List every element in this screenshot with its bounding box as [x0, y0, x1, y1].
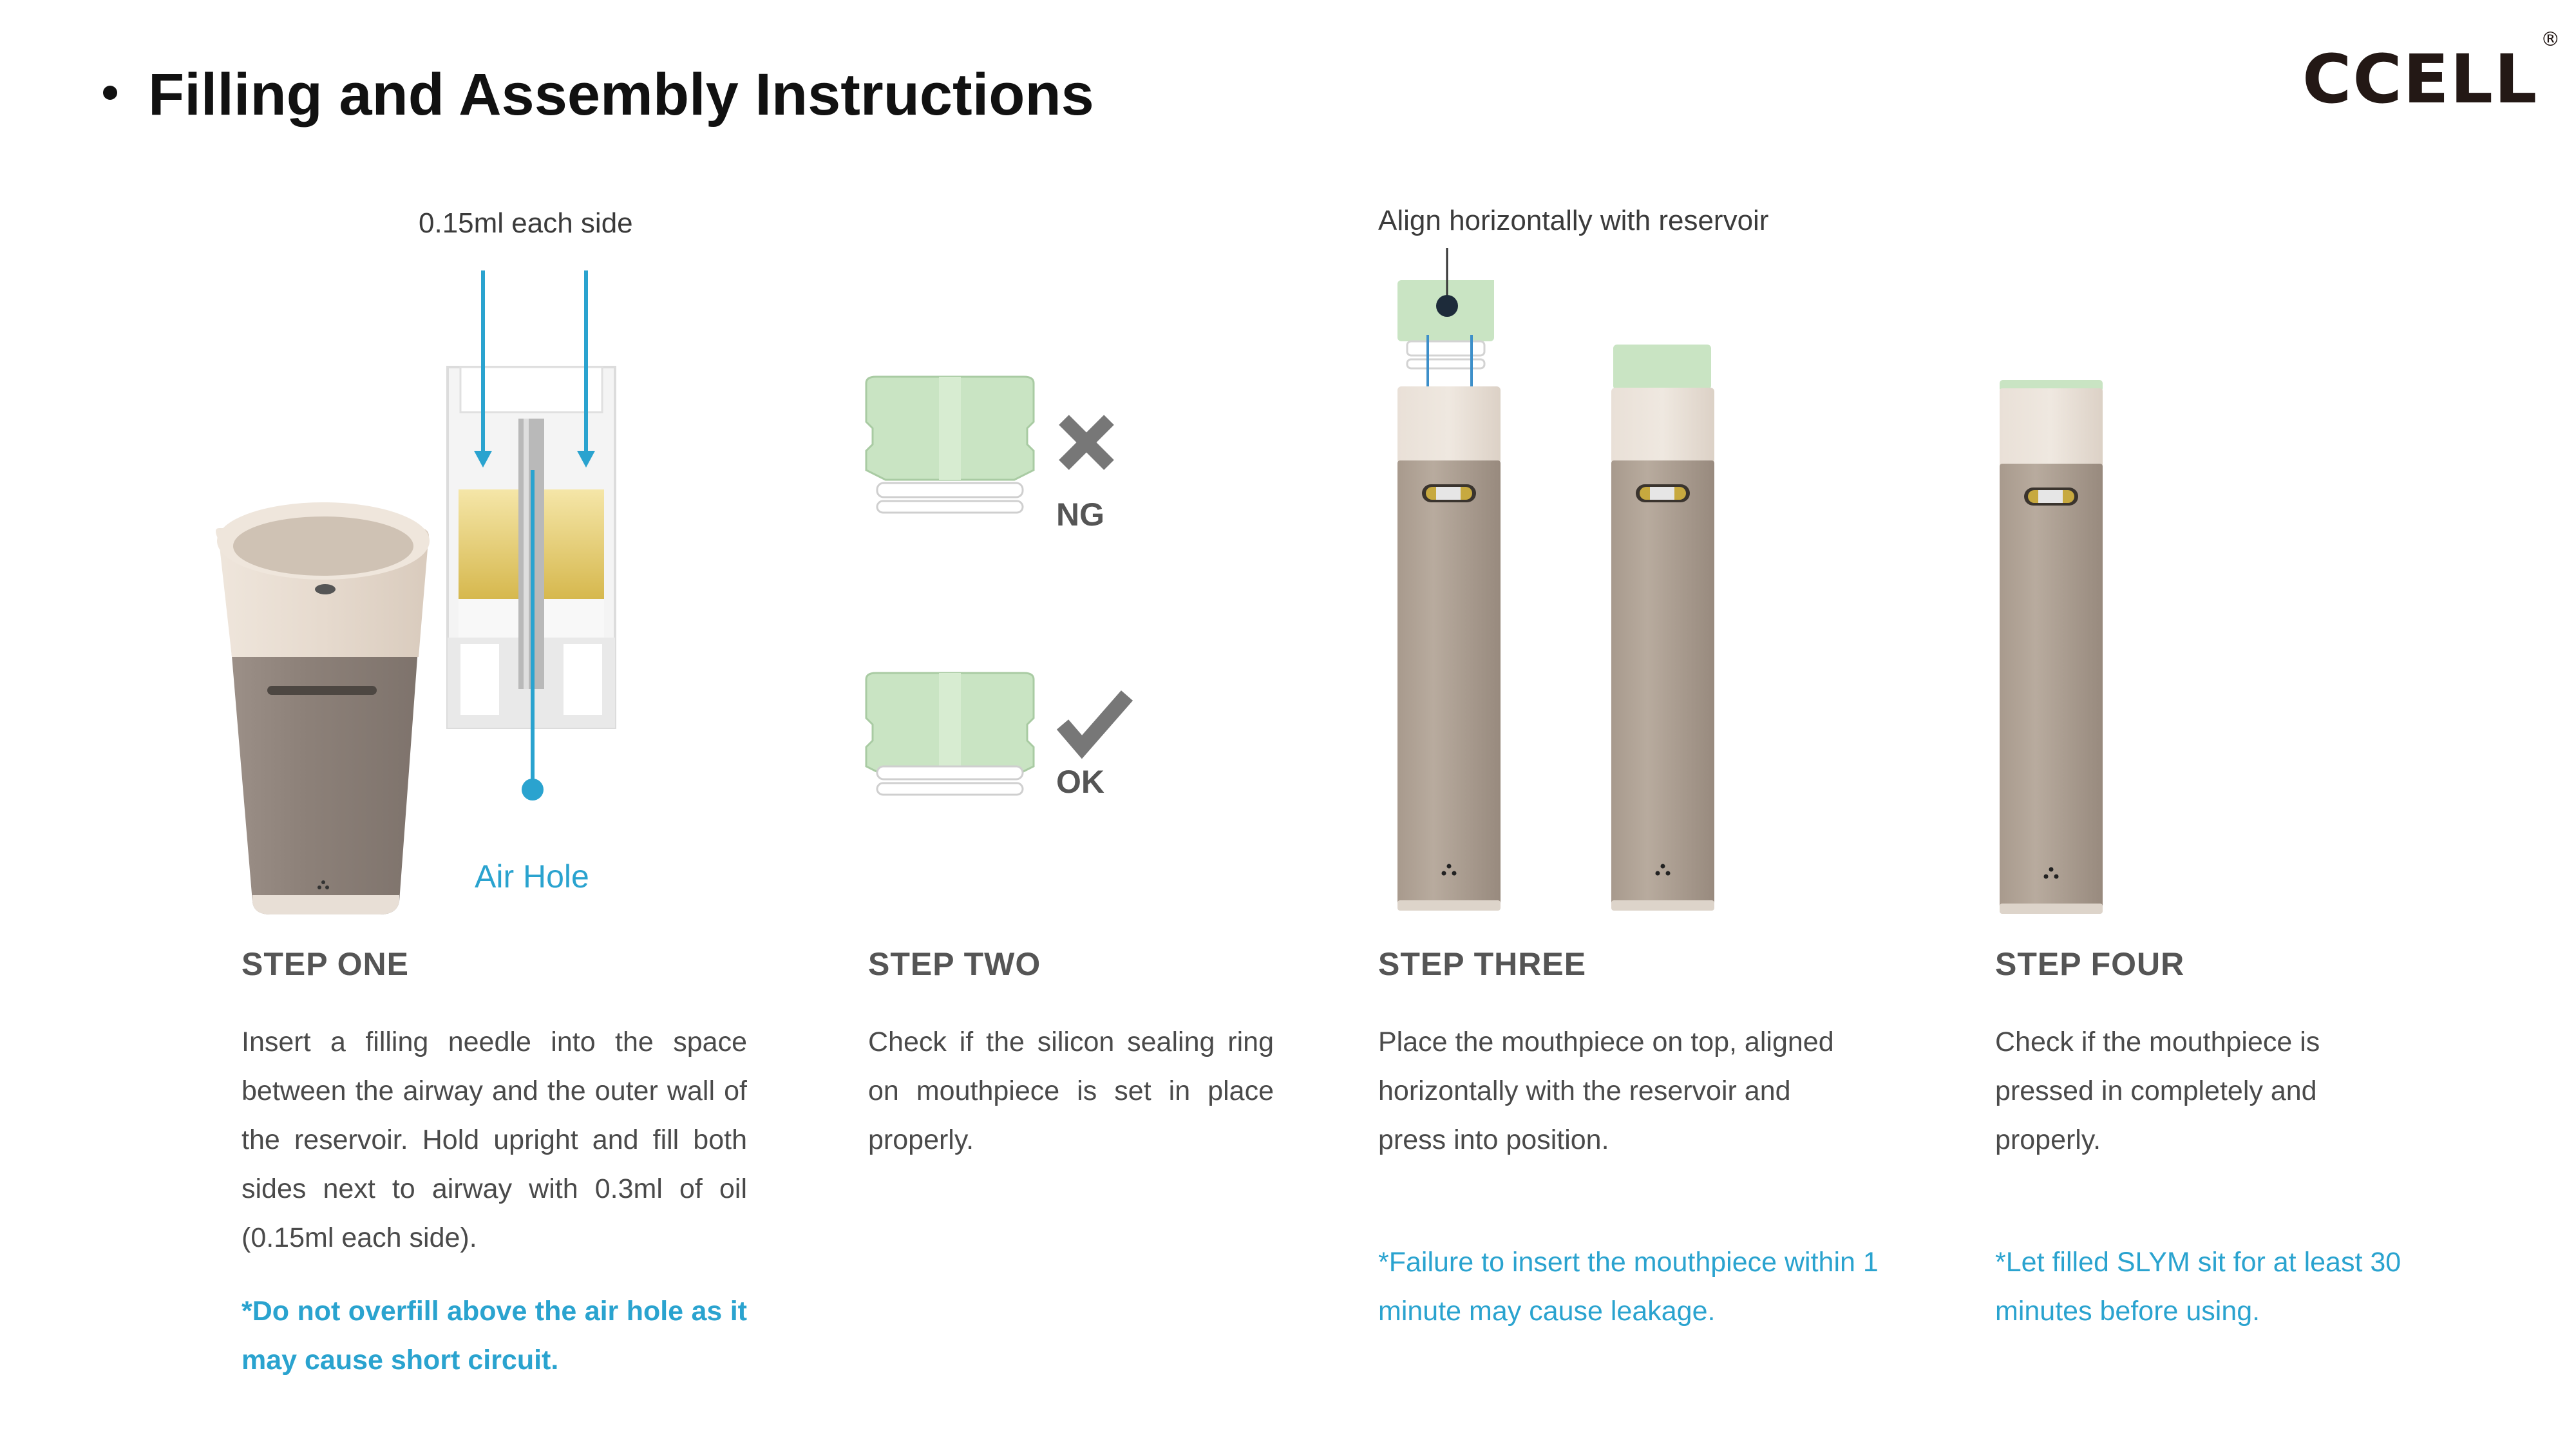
step-one-body: Insert a filling needle into the space between the airway and the outer wall of the reservoir. Hold upright and fill both sides next to airway with 0.3ml of oil (0.15ml each side). [242, 1027, 747, 1253]
page-title [103, 61, 1094, 129]
bullet-icon [103, 86, 117, 100]
brand-logo [2302, 28, 2562, 118]
page-title-text: Filling and Assembly Instructions [148, 62, 1094, 128]
reservoir-cup [216, 502, 430, 914]
step-four-illustration [1996, 377, 2112, 918]
step-three-body: Place the mouthpiece on top, aligned horizontally with the reservoir and press into position. [1378, 1027, 1834, 1155]
step-two-body: Check if the silicon sealing ring on mouthpiece is set in place properly. [868, 1027, 1274, 1155]
device-left [1397, 386, 1501, 911]
air-hole-label: Air Hole [475, 858, 589, 895]
mouthpiece-ng [866, 377, 1034, 513]
registered-mark: ® [2541, 28, 2562, 52]
step-one-heading: STEP ONE [242, 946, 409, 982]
ok-label: OK [1056, 764, 1104, 800]
device-right [1611, 345, 1714, 911]
step-three-heading: STEP THREE [1378, 946, 1587, 982]
ng-label: NG [1056, 497, 1104, 533]
step-three-illustration [1385, 245, 1758, 927]
step-two-illustration [863, 374, 1153, 837]
each-side-label: 0.15ml each side [419, 207, 633, 239]
step-two-heading: STEP TWO [868, 946, 1041, 982]
mouthpiece-ok [866, 673, 1034, 795]
step-four-body: Check if the mouthpiece is pressed in completely and properly. [1995, 1027, 2320, 1155]
step-one-illustration [206, 258, 657, 914]
device-assembled [2000, 380, 2103, 914]
step-one-note: *Do not overfill above the air hole as it may cause short circuit. [242, 1296, 747, 1376]
step-four-note: *Let filled SLYM sit for at least 30 minutes before using. [1995, 1247, 2401, 1327]
mouthpiece-above [1397, 248, 1494, 368]
step-four-heading: STEP FOUR [1995, 946, 2185, 982]
align-label: Align horizontally with reservoir [1378, 205, 1769, 236]
step-three-note: *Failure to insert the mouthpiece within 1 minute may cause leakage. [1378, 1247, 1879, 1327]
x-mark-icon [1064, 420, 1109, 465]
logo-text: CCELL [2302, 40, 2539, 118]
check-mark-icon [1063, 696, 1127, 747]
